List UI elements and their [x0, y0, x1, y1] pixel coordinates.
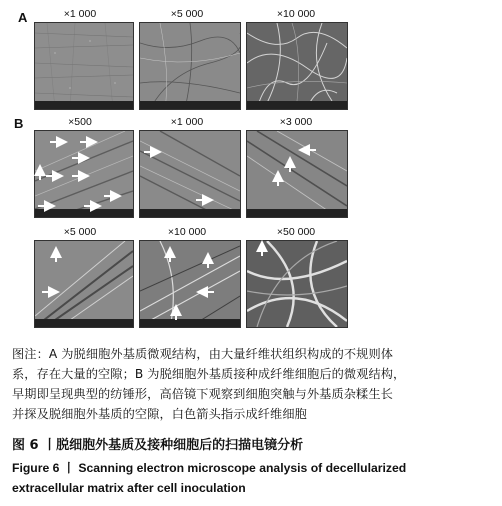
panel-b-mag-6: ×50 000 — [276, 226, 316, 238]
note-line-3: 早期即呈现典型的纺锤形，高倍镜下观察到细胞突触与外基质杂糅生长 — [12, 387, 393, 401]
sem-image-b6 — [246, 240, 348, 328]
panel-a-mag-2: ×5 000 — [170, 8, 204, 20]
sem-image-a1 — [34, 22, 134, 110]
panel-b-label: B — [14, 116, 24, 131]
panel-a-label: A — [18, 10, 28, 25]
note-line-2: 系，存在大量的空隙；B 为脱细胞外基质接种成纤维细胞后的微观结构， — [12, 367, 406, 381]
sem-image-b4 — [34, 240, 134, 328]
figure-title-en-2: extracellular matrix after cell inoculation — [12, 481, 246, 495]
sem-image-b1 — [34, 130, 134, 218]
note-line-1: 图注：A 为脱细胞外基质微观结构，由大量纤维状组织构成的不规则体 — [12, 347, 394, 361]
sem-image-b5 — [139, 240, 241, 328]
sem-image-b2 — [139, 130, 241, 218]
sem-image-a3 — [246, 22, 348, 110]
figure-note — [12, 344, 498, 424]
panel-a-mag-3: ×10 000 — [276, 8, 316, 20]
panel-a-mag-1: ×1 000 — [63, 8, 97, 20]
panel-b-mag-5: ×10 000 — [167, 226, 207, 238]
figure-title-zh: 图 6 丨脱细胞外基质及接种细胞后的扫描电镜分析 — [12, 438, 304, 453]
panel-b-mag-4: ×5 000 — [63, 226, 97, 238]
note-line-4: 并探及脱细胞外基质的空隙，白色箭头指示成纤维细胞 — [12, 407, 307, 421]
panel-b-mag-2: ×1 000 — [170, 116, 204, 128]
panel-b-mag-1: ×500 — [68, 116, 92, 128]
figure-title-en-1: Figure 6 丨 Scanning electron microscope analysis of decellularized — [12, 461, 407, 475]
sem-image-b3 — [246, 130, 348, 218]
sem-image-a2 — [139, 22, 241, 110]
panel-b-mag-3: ×3 000 — [279, 116, 313, 128]
